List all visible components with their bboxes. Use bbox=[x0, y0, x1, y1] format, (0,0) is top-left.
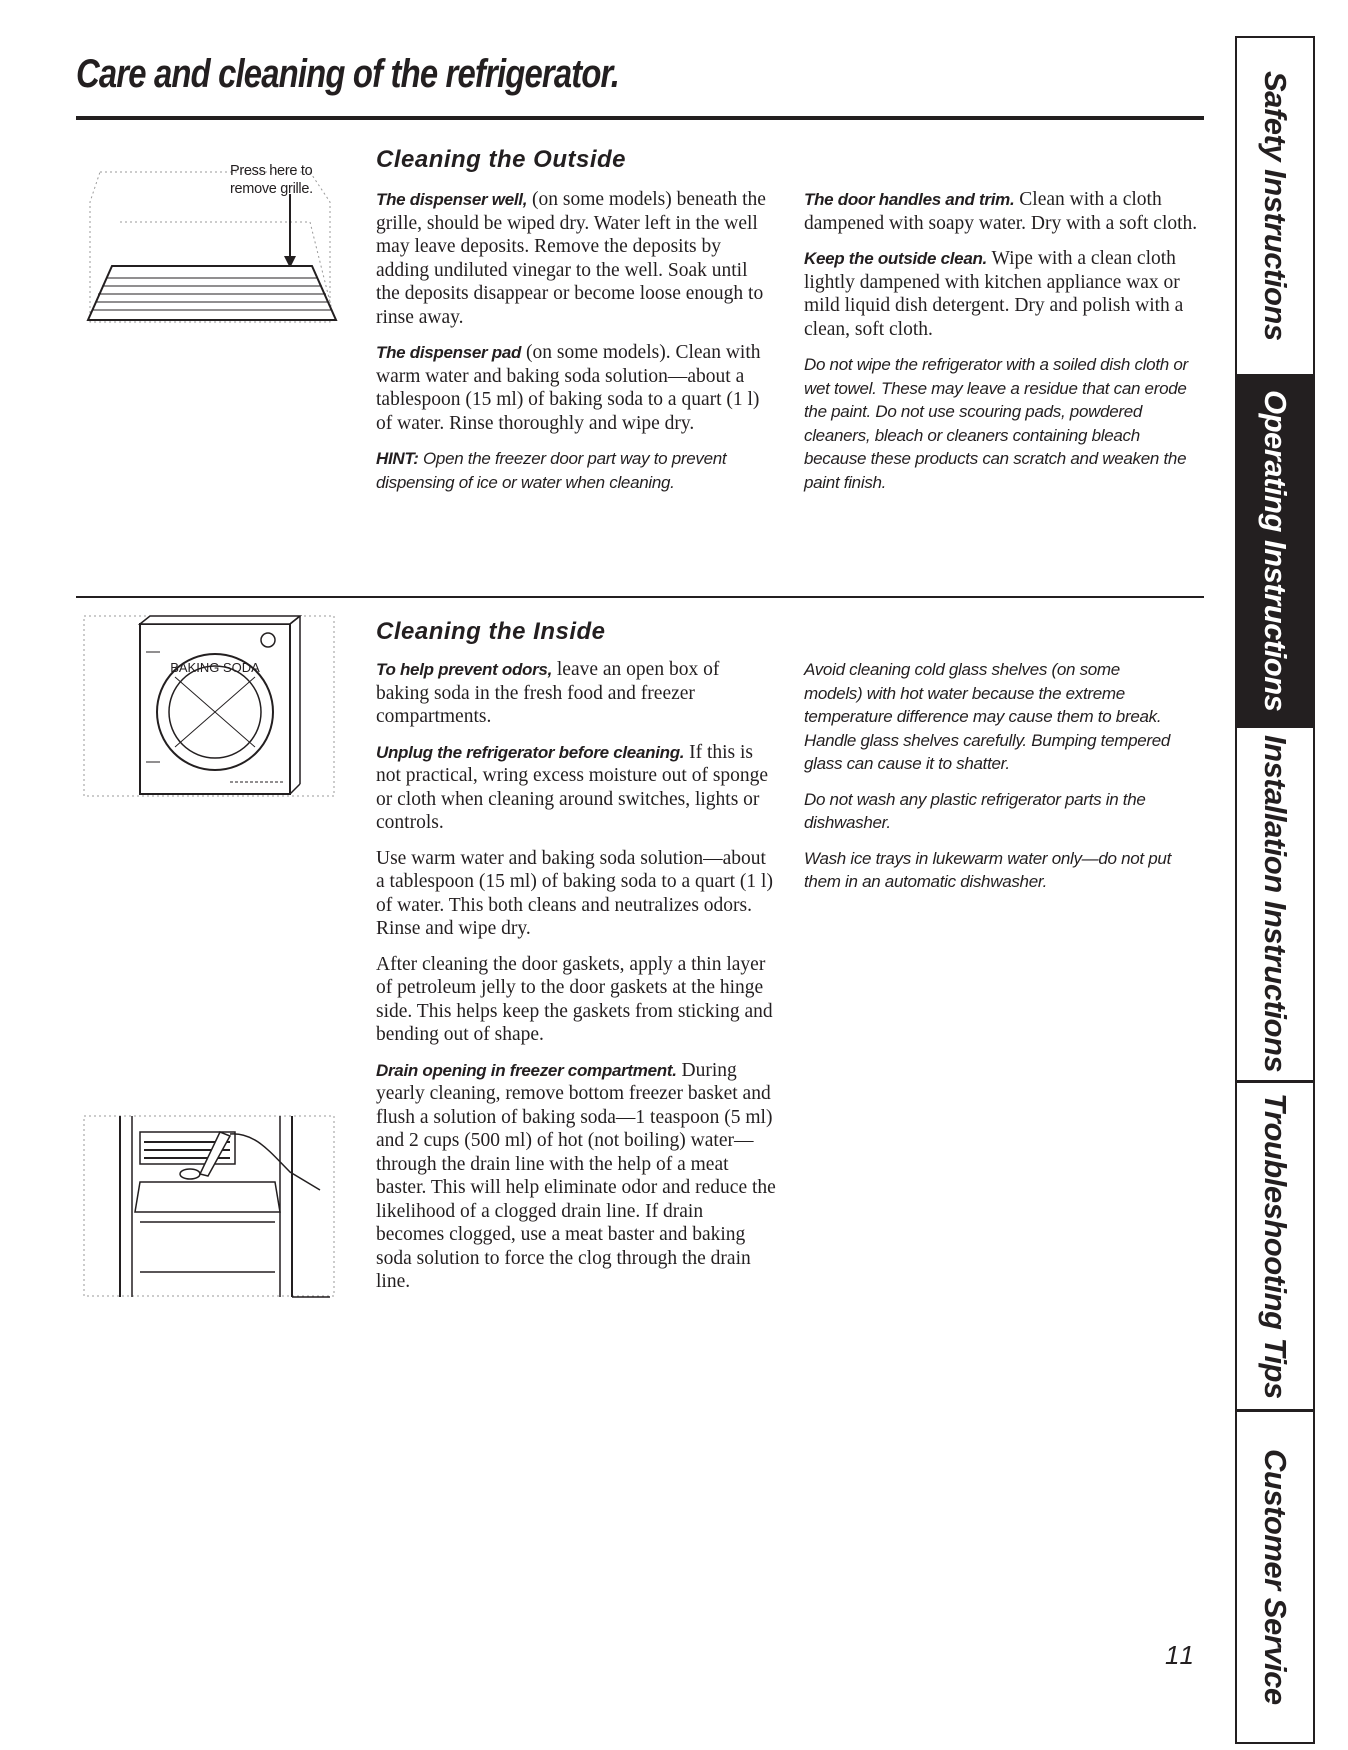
drain-opening-lead: Drain opening in freezer compartment. bbox=[376, 1060, 677, 1080]
hint-paragraph bbox=[376, 447, 776, 494]
door-handles-lead: The door handles and trim. bbox=[804, 190, 1015, 209]
tab-safety-instructions[interactable] bbox=[1237, 38, 1313, 374]
section-tabs bbox=[1235, 36, 1315, 1744]
tab-label: Safety Instructions bbox=[1258, 71, 1293, 341]
hint-lead: HINT: bbox=[376, 449, 419, 468]
dispenser-well-paragraph bbox=[376, 188, 776, 329]
tab-operating-instructions[interactable] bbox=[1237, 374, 1313, 728]
dispenser-pad-paragraph bbox=[376, 341, 776, 435]
door-handles-paragraph bbox=[804, 188, 1204, 235]
keep-clean-lead: Keep the outside clean. bbox=[804, 249, 987, 268]
plastic-parts-note: Do not wash any plastic refrigerator parts in the dishwasher. bbox=[804, 789, 1146, 832]
door-gaskets-paragraph: After cleaning the door gaskets, apply a thin layer of petroleum jelly to the door gaskets at the hinge side. This helps keep the gaskets from sticking and bending out of shape. bbox=[376, 953, 773, 1045]
tab-label: Operating Instructions bbox=[1258, 390, 1293, 712]
section-rule bbox=[76, 596, 1204, 598]
keep-clean-text: Wipe with a clean cloth lightly dampened with kitchen appliance wax or mild liquid dish detergent. Dry and polish with a clean, soft cloth. bbox=[804, 248, 1184, 340]
tab-troubleshooting-tips[interactable] bbox=[1237, 1083, 1313, 1409]
prevent-odors-lead: To help prevent odors, bbox=[376, 660, 553, 679]
page-title: Care and cleaning of the refrigerator. bbox=[76, 52, 619, 96]
tab-installation-instructions[interactable] bbox=[1237, 728, 1313, 1080]
drain-opening-paragraph bbox=[376, 1059, 776, 1294]
glass-shelves-note: Avoid cleaning cold glass shelves (on some models) with hot water because the extreme temperature difference may cause them to break. Handle glass shelves carefully. Bumping tempered glass can cause it to shatter. bbox=[804, 660, 1171, 773]
cleaning-inside-heading: Cleaning the Inside bbox=[376, 618, 606, 645]
cleaning-outside-heading: Cleaning the Outside bbox=[376, 146, 627, 173]
inside-column-2 bbox=[804, 658, 1174, 906]
ice-trays-note: Wash ice trays in lukewarm water only—do not put them in an automatic dishwasher. bbox=[804, 848, 1172, 891]
grille-callout: Press here to remove grille. bbox=[230, 163, 313, 197]
tab-customer-service[interactable] bbox=[1237, 1412, 1313, 1742]
unplug-paragraph bbox=[376, 741, 776, 835]
dispenser-pad-lead: The dispenser pad bbox=[376, 343, 522, 362]
do-not-wipe-warning: Do not wipe the refrigerator with a soiled dish cloth or wet towel. These may leave a residue that can erode the paint. Do not use scouring pads, powdered cleaners, bleach or cleaners containing bleach because these products can scratch and weaken the paint finish. bbox=[804, 355, 1188, 492]
drain-opening-text: During yearly cleaning, remove bottom freezer basket and flush a solution of baking soda—1 teaspoon (5 ml) and 2 cups (500 ml) of hot (not boiling) water—through the drain line with the help of a meat baster. This will help eliminate odor and reduce the likelihood of a clogged drain line. If drain becomes clogged, use a meat baster and baking soda solution to force the clog through the drain line. bbox=[376, 1059, 776, 1292]
hint-text: Open the freezer door part way to prevent dispensing of ice or water when cleaning. bbox=[376, 449, 727, 492]
dispenser-well-text: (on some models) beneath the grille, should be wiped dry. Water left in the well may leave deposits. Remove the deposits by adding undiluted vinegar to the well. Soak until the deposits disappear or become loose enough to rinse away. bbox=[376, 189, 766, 328]
inside-column-1 bbox=[376, 658, 776, 1306]
baking-soda-box-illustration bbox=[80, 612, 350, 802]
prevent-odors-text: leave an open box of baking soda in the fresh food and freezer compartments. bbox=[376, 659, 720, 727]
soda-box-label: BAKING SODA bbox=[170, 660, 260, 675]
dispenser-well-lead: The dispenser well, bbox=[376, 190, 528, 209]
prevent-odors-paragraph bbox=[376, 658, 776, 729]
freezer-drain-illustration bbox=[80, 1112, 350, 1302]
unplug-text: If this is not practical, wring excess moisture out of sponge or cloth when cleaning around switches, lights or controls. bbox=[376, 741, 769, 833]
tab-label: Customer Service bbox=[1258, 1449, 1293, 1705]
title-rule bbox=[76, 116, 1204, 120]
page-number: 11 bbox=[1165, 1640, 1196, 1670]
unplug-lead: Unplug the refrigerator before cleaning. bbox=[376, 742, 685, 762]
keep-clean-paragraph bbox=[804, 247, 1204, 341]
outside-column-2 bbox=[804, 188, 1204, 506]
door-handles-text: Clean with a cloth dampened with soapy water. Dry with a soft cloth. bbox=[804, 189, 1198, 234]
dispenser-grille-illustration bbox=[80, 142, 350, 342]
baking-soda-solution-paragraph: Use warm water and baking soda solution—about a tablespoon (15 ml) of baking soda to a quart (1 l) of water. This both cleans and neutralizes odors. Rinse and wipe dry. bbox=[376, 847, 773, 939]
tab-label: Troubleshooting Tips bbox=[1258, 1093, 1293, 1399]
tab-label: Installation Instructions bbox=[1258, 735, 1293, 1073]
outside-column-1 bbox=[376, 188, 776, 506]
dispenser-pad-text: (on some models). Clean with warm water and baking soda solution—about a tablespoon (15 ml) of baking soda to a quart (1 l) of water. Rinse thoroughly and wipe dry. bbox=[376, 342, 761, 434]
